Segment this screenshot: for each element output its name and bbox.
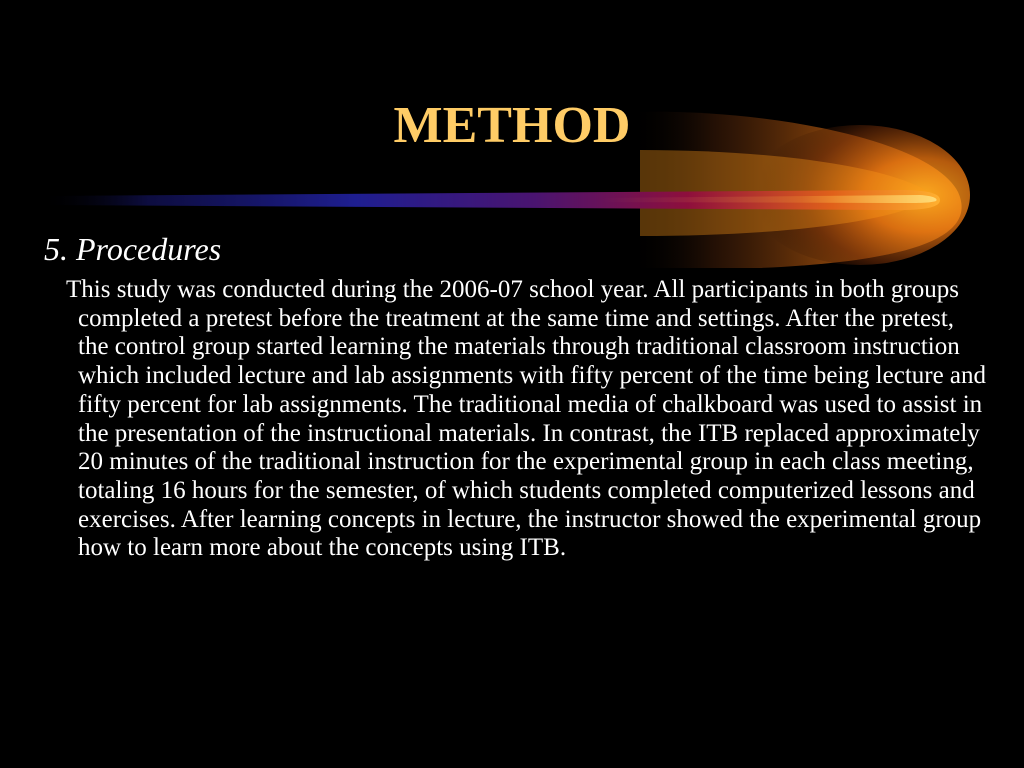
- procedure-paragraph: This study was conducted during the 2006-07 school year. All participants in both groups completed a pretest before the treatment at the same time and settings. After the pretest, the control group started learning the materials through traditional classroom instruction which included lecture and lab assignments with fifty percent of the time being lecture and fifty percent for lab assignments. The traditional media of chalkboard was used to assist in the presentation of the instructional materials. In contrast, the ITB replaced approximately 20 minutes of the traditional instruction for the experimental group in each class meeting, totaling 16 hours for the semester, of which students completed computerized lessons and exercises. After learning concepts in lecture, the instructor showed the experimental group how to learn more about the concepts using ITB.: [66, 276, 987, 562]
- section-subheading: 5. Procedures: [44, 231, 222, 267]
- slide-title: METHOD: [393, 97, 631, 154]
